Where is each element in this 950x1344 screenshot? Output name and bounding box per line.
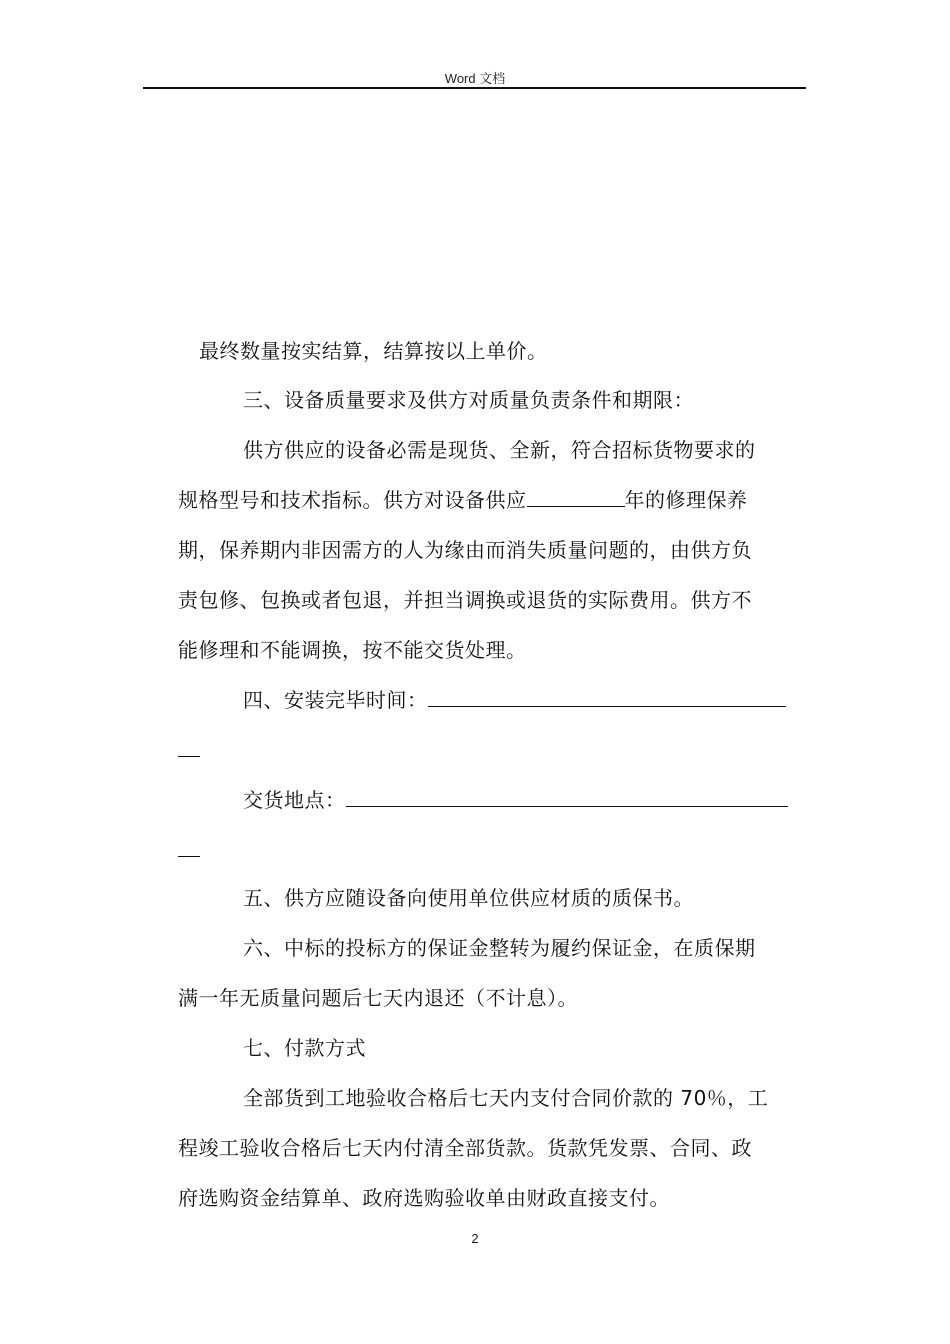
- fill-in-blank-install-time: [428, 686, 786, 707]
- paragraph-line: 期，保养期内非因需方的人为缘由而消失质量问题的，由供方负: [178, 538, 752, 562]
- paragraph-line: 责包修、包换或者包退，并担当调换或退货的实际费用。供方不: [178, 588, 752, 612]
- paragraph-line: 全部货到工地验收合格后七天内支付合同价款的 70％，工: [243, 1086, 769, 1110]
- blank-continuation: [178, 736, 803, 764]
- fill-in-blank-years: [527, 486, 625, 507]
- paragraph-line-with-blank: [178, 486, 803, 514]
- paragraph-line: 程竣工验收合格后七天内付清全部货款。货款凭发票、合同、政: [178, 1136, 752, 1160]
- fill-in-blank-delivery-location: [346, 786, 788, 807]
- delivery-location-label: 交货地点：: [243, 788, 346, 812]
- paragraph-line: 供方供应的设备必需是现货、全新，符合招标货物要求的: [243, 438, 756, 462]
- delivery-location-line: [243, 786, 868, 814]
- section-heading-certificate: 五、供方应随设备向使用单位供应材质的质保书。: [243, 886, 694, 910]
- page-number: 2: [471, 1231, 479, 1246]
- blank-continuation: [178, 836, 803, 864]
- section-heading-install-time: [243, 686, 868, 714]
- paragraph-text: 年的修理保养: [624, 488, 748, 512]
- paragraph-line: 能修理和不能调换，按不能交货处理。: [178, 638, 527, 662]
- section-heading-quality: 三、设备质量要求及供方对质量负责条件和期限：: [243, 388, 694, 412]
- paragraph-line: 满一年无质量问题后七天内退还（不计息）。: [178, 986, 578, 1010]
- paragraph-line: 府选购资金结算单、政府选购验收单由财政直接支付。: [178, 1186, 670, 1210]
- paragraph-line: 最终数量按实结算，结算按以上单价。: [199, 339, 548, 363]
- header-divider: [143, 87, 806, 89]
- fill-in-blank-continuation: [178, 738, 200, 757]
- install-time-label: 四、安装完毕时间：: [243, 688, 428, 712]
- section-heading-deposit: 六、中标的投标方的保证金整转为履约保证金，在质保期: [243, 936, 756, 960]
- page-header-title: Word 文档: [444, 71, 506, 86]
- fill-in-blank-continuation: [178, 838, 200, 857]
- section-heading-payment: 七、付款方式: [243, 1036, 366, 1060]
- paragraph-text: 规格型号和技术指标。供方对设备供应: [178, 488, 527, 512]
